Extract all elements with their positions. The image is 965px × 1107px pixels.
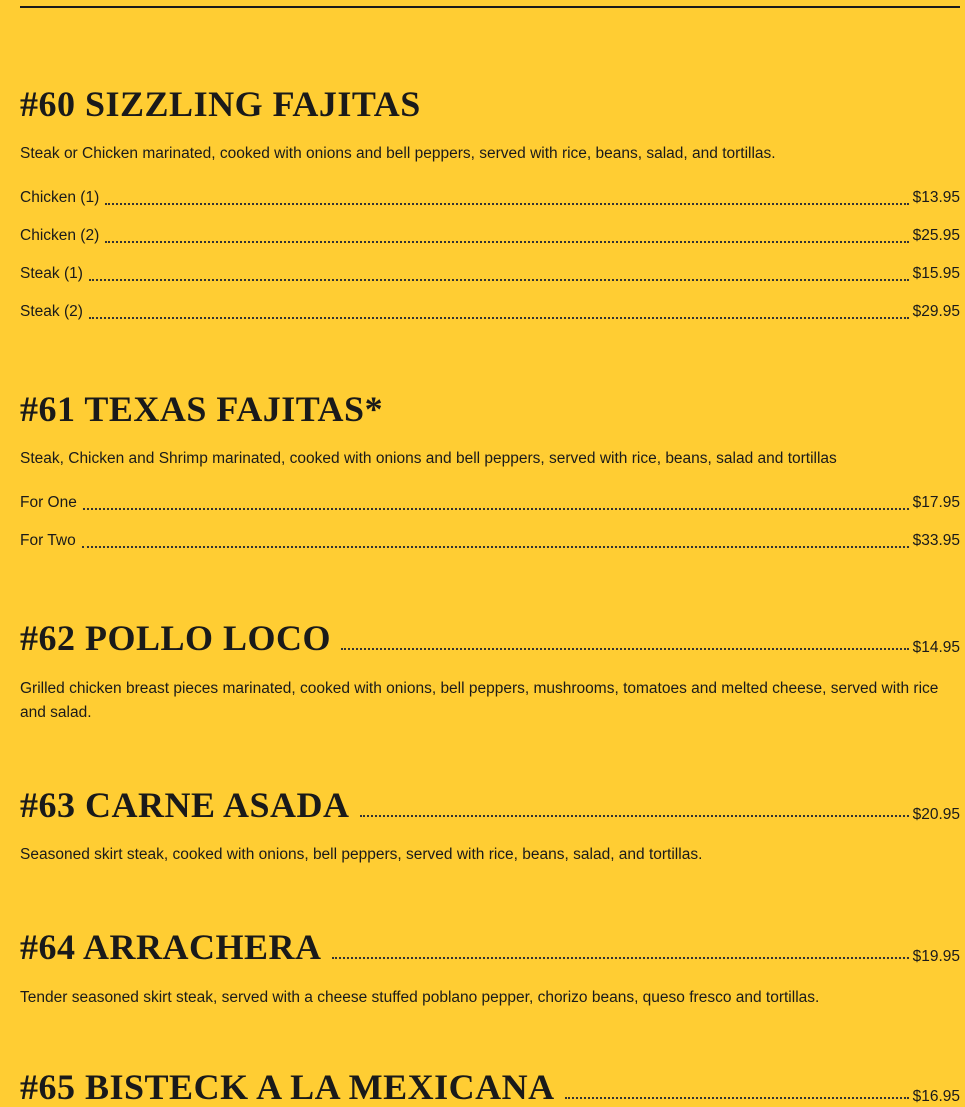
- item-price: $17.95: [912, 494, 960, 511]
- menu-section-texas-fajitas: [20, 389, 960, 551]
- item-price: $29.95: [912, 303, 960, 320]
- item-label: For One: [20, 494, 77, 511]
- section-title: #63 CARNE ASADA: [20, 785, 350, 825]
- item-price: $19.95: [912, 948, 960, 965]
- menu-item: [20, 264, 960, 284]
- item-price: $14.95: [912, 639, 960, 656]
- section-title: #62 POLLO LOCO: [20, 618, 332, 658]
- dot-leader: [105, 241, 908, 243]
- item-label: For Two: [20, 532, 76, 549]
- dot-leader: [89, 317, 909, 319]
- section-header: [20, 785, 960, 825]
- item-price: $15.95: [912, 265, 960, 282]
- menu-item: [20, 493, 960, 513]
- section-title: #64 ARRACHERA: [20, 927, 322, 967]
- section-description: Steak or Chicken marinated, cooked with onions and bell peppers, served with rice, beans, salad, and tortillas.: [20, 145, 776, 162]
- dot-leader: [341, 648, 909, 650]
- menu-item: [20, 226, 960, 246]
- menu-section-pollo-loco: [20, 618, 960, 725]
- menu-section-sizzling-fajitas: [20, 84, 960, 322]
- section-header: [20, 927, 960, 967]
- item-price: $16.95: [912, 1088, 960, 1105]
- section-header: [20, 1067, 960, 1107]
- section-description: Tender seasoned skirt steak, served with a cheese stuffed poblano pepper, chorizo beans, queso fresco and tortillas.: [20, 989, 820, 1006]
- item-label: Steak (2): [20, 303, 83, 320]
- section-title: #61 TEXAS FAJITAS*: [20, 389, 384, 429]
- dot-leader: [360, 815, 909, 817]
- menu-item: [20, 302, 960, 322]
- menu-section-arrachera: [20, 927, 960, 1010]
- item-price: $13.95: [912, 189, 960, 206]
- dot-leader: [332, 957, 909, 959]
- menu-section-bisteck-a-la-mexicana: [20, 1067, 960, 1107]
- dot-leader: [565, 1097, 909, 1099]
- menu-item: [20, 188, 960, 208]
- menu-section-carne-asada: [20, 785, 960, 867]
- top-divider: [20, 6, 960, 8]
- dot-leader: [89, 279, 909, 281]
- dot-leader: [82, 546, 909, 548]
- menu-item: [20, 531, 960, 551]
- section-title: #60 SIZZLING FAJITAS: [20, 84, 421, 124]
- section-description: Grilled chicken breast pieces marinated, cooked with onions, bell peppers, mushrooms, tomatoes and melted cheese, served with rice and salad.: [20, 680, 939, 721]
- section-description: Seasoned skirt steak, cooked with onions, bell peppers, served with rice, beans, salad, and tortillas.: [20, 846, 703, 863]
- item-label: Chicken (1): [20, 189, 100, 206]
- item-price: $25.95: [912, 227, 960, 244]
- dot-leader: [83, 508, 909, 510]
- item-label: Chicken (2): [20, 227, 100, 244]
- section-description: Steak, Chicken and Shrimp marinated, cooked with onions and bell peppers, served with rice, beans, salad and tortillas: [20, 450, 837, 467]
- item-price: $20.95: [912, 806, 960, 823]
- section-header: [20, 618, 960, 658]
- dot-leader: [105, 203, 908, 205]
- item-label: Steak (1): [20, 265, 83, 282]
- item-price: $33.95: [912, 532, 960, 549]
- section-title: #65 BISTECK A LA MEXICANA: [20, 1067, 555, 1107]
